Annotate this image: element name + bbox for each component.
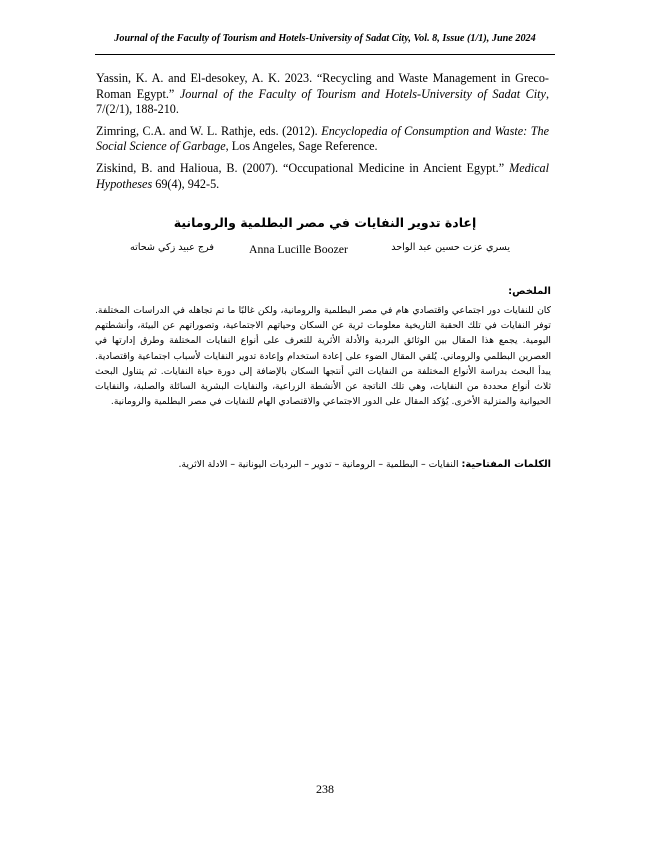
reference-source: Journal of the Faculty of Tourism and Hotels-University of Sadat City (179, 86, 546, 101)
abstract-heading: الملخص: (508, 286, 551, 297)
reference-item (96, 71, 549, 118)
reference-details: , 7/(2/1), 188-210. (96, 86, 549, 117)
reference-details: 69(4), 942-5. (152, 176, 220, 191)
reference-details: , Los Angeles, Sage Reference. (225, 139, 378, 154)
reference-source: Medical Hypotheses (96, 160, 549, 191)
reference-list (96, 71, 549, 198)
reference-source: Encyclopedia of Consumption and Waste: The Social Science of Garbage (96, 123, 549, 154)
keywords-label: الكلمات المفتاحية: (461, 459, 551, 470)
reference-text: Yassin, K. A. and El-desokey, A. K. 2023. “Recycling and Waste Management in Greco-Roman Egypt.” (96, 71, 549, 101)
keywords-line (95, 459, 551, 470)
reference-text: Zimring, C.A. and W. L. Rathje, eds. (2012). (96, 123, 322, 138)
author-line (95, 242, 555, 256)
author-first: يسري عزت حسين عبد الواحد (391, 242, 510, 253)
journal-header: Journal of the Faculty of Tourism and Hotels-University of Sadat City, Vol. 8, Issue (1/1), June 2024 (114, 33, 536, 44)
reference-text: Ziskind, B. and Halioua, B. (2007). “Occupational Medicine in Ancient Egypt.” (96, 160, 510, 175)
keywords-list: النفايات – البطلمية – الرومانية – تدوير – البرديات اليونانية – الادلة الاثرية. (178, 459, 462, 470)
author-second: Anna Lucille Boozer (249, 242, 348, 256)
reference-item (96, 161, 549, 192)
author-third: فرج عبيد زكي شحاته (130, 242, 214, 253)
header-rule (95, 54, 555, 55)
reference-item (96, 124, 549, 155)
abstract-body: كان للنفايات دور اجتماعي واقتصادي هام في مصر البطلمية والرومانية، ولكن غالبًا ما تم تجاهله في الدراسات المختلفة. توفر النفايات في تلك الحقبة التاريخية معلومات ثرية عن السكان وحياتهم الاجتماعية، وتصوراتهم عن البيئة، وأنشطتهم اليومية. يجمع هذا المقال بين الوثائق البردية والأدلة الأثرية للتعرف على أنواع النفايات المختلفة وطرق إدارتها في العصرين البطلمي والروماني. يُلقي المقال الضوء على إعادة استخدام وإعادة تدوير النفايات لأسباب اجتماعية واقتصادية. يبدأ البحث بدراسة الأنواع المختلفة من النفايات التي أنتجها السكان بالإضافة إلى دورة حياة النفايات. ثم يتناول البحث ثلاث أنواع محددة من النفايات، وهي تلك الناتجة عن الأنشطة الزراعية، والنفايات البشرية السائلة والصلبة، والنفايات الحيوانية والمنزلية الأخرى. يُؤكد المقال على الدور الاجتماعي والاقتصادي الهام للنفايات في مصر البطلمية والرومانية. (95, 305, 551, 408)
page-number: 238 (316, 782, 334, 796)
arabic-title: إعادة تدوير النفايات في مصر البطلمية والرومانية (173, 215, 477, 230)
